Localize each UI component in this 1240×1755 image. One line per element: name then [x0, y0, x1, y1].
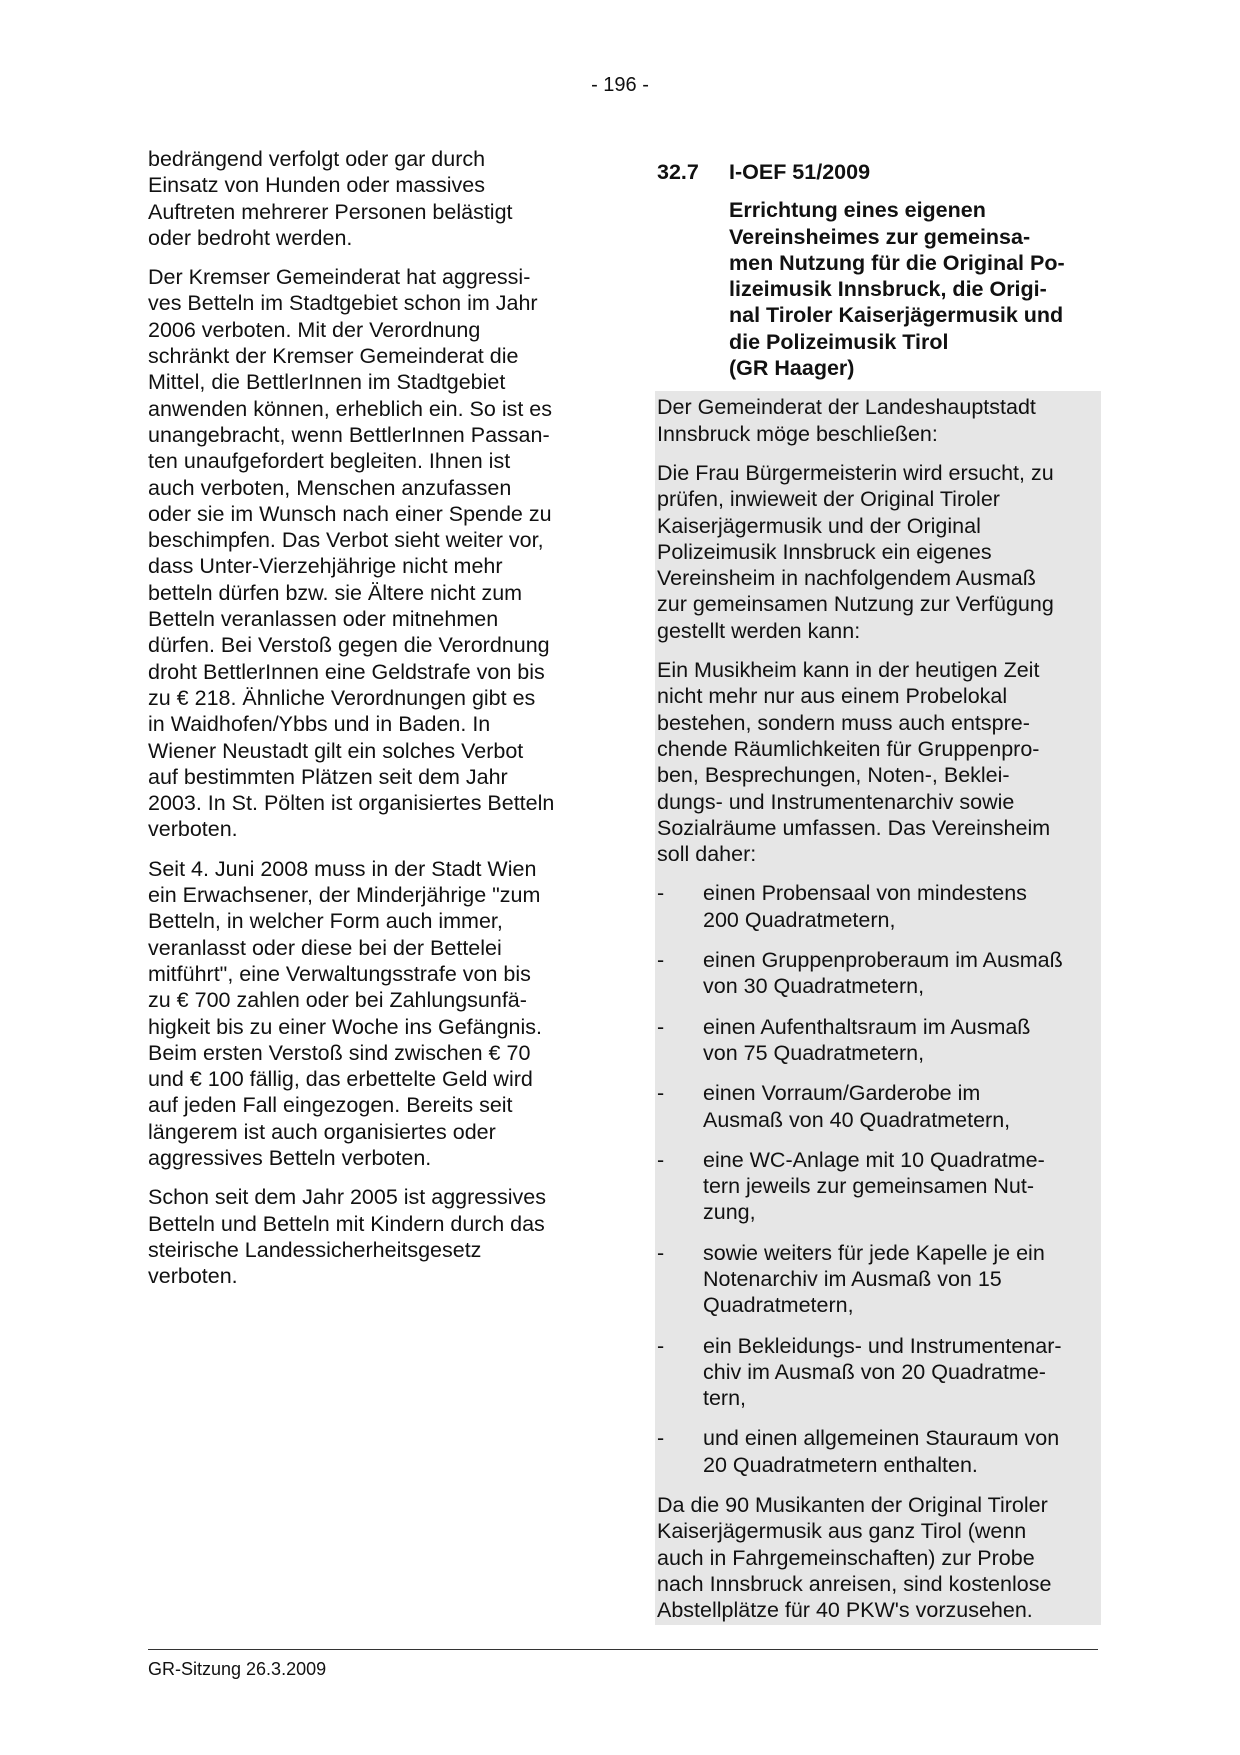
- motion-request: Die Frau Bürgermeisterin wird ersucht, zu prüfen, inwieweit der Original Tiroler Kaiserjägermusik und der Original Polizeimusik Innsbruck ein eigenes Vereinsheim in nachfolgendem Ausmaß zur gemeinsamen Nutzung zur Verfügung gestellt werden kann:: [657, 460, 1054, 643]
- left-column: [148, 146, 588, 1302]
- list-item-text: ein Bekleidungs- und Instrumentenar- chiv im Ausmaß von 20 Quadratme- tern,: [703, 1333, 1062, 1411]
- motion-text-box: [655, 391, 1101, 1624]
- list-item: [657, 1240, 1099, 1319]
- list-dash: -: [657, 1240, 665, 1265]
- motion-rationale: Ein Musikheim kann in der heutigen Zeit nicht mehr nur aus einem Probelokal bestehen, sondern muss auch entspre- chende Räumlichkeiten für Gruppenpro- ben, Besprechungen, Noten-, Beklei- dungs- und Instrumentenarchiv sowie Sozialräume umfassen. Das Vereinsheim soll daher:: [657, 658, 1051, 867]
- list-item-text: einen Vorraum/Garderobe im Ausmaß von 40 Quadratmetern,: [703, 1081, 1011, 1132]
- motion-subject: Errichtung eines eigenen Vereinsheimes zur gemeinsa- men Nutzung für die Original Po- lizeimusik Innsbruck, die Origi- nal Tiroler Kaiserjägermusik und die Polizeimusik Tirol (GR Haager): [729, 198, 1065, 381]
- motion-header: [657, 159, 1099, 185]
- list-item-text: sowie weiters für jede Kapelle je ein Notenarchiv im Ausmaß von 15 Quadratmetern,: [703, 1240, 1045, 1318]
- list-item: [657, 880, 1099, 933]
- list-item: [657, 947, 1099, 1000]
- list-item-text: einen Aufenthaltsraum im Ausmaß von 75 Quadratmetern,: [703, 1014, 1031, 1065]
- motion-number: 32.7: [657, 160, 699, 184]
- list-item: [657, 1080, 1099, 1133]
- list-dash: -: [657, 881, 665, 906]
- footer-session-date: GR-Sitzung 26.3.2009: [148, 1659, 327, 1679]
- motion-code: I-OEF 51/2009: [729, 160, 871, 184]
- list-item-text: einen Gruppenproberaum im Ausmaß von 30 Quadratmetern,: [703, 948, 1063, 999]
- list-dash: -: [657, 1081, 665, 1106]
- list-dash: -: [657, 1333, 665, 1358]
- paragraph-styria-law: Schon seit dem Jahr 2005 ist aggressives Betteln und Betteln mit Kindern durch das steirische Landessicherheitsgesetz verboten.: [148, 1185, 546, 1289]
- list-item: [657, 1333, 1099, 1412]
- list-item: [657, 1425, 1099, 1478]
- paragraph-begging-harassment: bedrängend verfolgt oder gar durch Einsatz von Hunden oder massives Auftreten mehrerer Personen belästigt oder bedroht werden.: [148, 147, 513, 250]
- list-dash: -: [657, 948, 665, 973]
- list-item-text: eine WC-Anlage mit 10 Quadratme- tern jeweils zur gemeinsamen Nut- zung,: [703, 1147, 1045, 1225]
- list-dash: -: [657, 1426, 665, 1451]
- motion-closing: Da die 90 Musikanten der Original Tiroler Kaiserjägermusik aus ganz Tirol (wenn auch in Fahrgemeinschaften) zur Probe nach Innsbruck anreisen, sind kostenlose Abstellplätze für 40 PKW's vorzusehen.: [657, 1493, 1052, 1623]
- paragraph-krems-ordinance: Der Kremser Gemeinderat hat aggressi- ves Betteln im Stadtgebiet schon im Jahr 2006 verboten. Mit der Verordnung schränkt der Kremser Gemeinderat die Mittel, die BettlerInnen im Stadtgebiet anwenden können, erheblich ein. So ist es unangebracht, wenn BettlerInnen Passan- ten unaufgefordert begleiten. Ihnen ist auch verboten, Menschen anzufassen oder sie im Wunsch nach einer Spende zu beschimpfen. Das Verbot sieht weiter vor, dass Unter-Vierzehjährige nicht mehr betteln dürfen bzw. sie Ältere nicht zum Betteln veranlassen oder mitnehmen dürfen. Bei Verstoß gegen die Verordnung droht BettlerInnen eine Geldstrafe von bis zu € 218. Ähnliche Verordnungen gibt es in Waidhofen/Ybbs und in Baden. In Wiener Neustadt gilt ein solches Verbot auf bestimmten Plätzen seit dem Jahr 2003. In St. Pölten ist organisiertes Betteln verboten.: [148, 265, 555, 842]
- requirements-list: [657, 880, 1099, 1478]
- right-column: [657, 159, 1099, 1625]
- page-number: - 196 -: [591, 74, 649, 96]
- list-dash: -: [657, 1147, 665, 1172]
- list-item-text: einen Probensaal von mindestens 200 Quadratmetern,: [703, 881, 1027, 932]
- list-item: [657, 1014, 1099, 1067]
- paragraph-vienna-regulation: Seit 4. Juni 2008 muss in der Stadt Wien ein Erwachsener, der Minderjährige "zum Betteln, in welcher Form auch immer, veranlasst oder diese bei der Bettelei mitführt", eine Verwaltungsstrafe von bis zu € 700 zahlen oder bei Zahlungsunfä- higkeit bis zu einer Woche ins Gefängnis. Beim ersten Verstoß sind zwischen € 70 und € 100 fällig, das erbettelte Geld wird auf jeden Fall eingezogen. Bereits seit längerem ist auch organisiertes oder aggressives Betteln verboten.: [148, 856, 542, 1170]
- list-item-text: und einen allgemeinen Stauraum von 20 Quadratmetern enthalten.: [703, 1426, 1060, 1477]
- motion-intro: Der Gemeinderat der Landeshauptstadt Innsbruck möge beschließen:: [657, 395, 1036, 446]
- list-dash: -: [657, 1014, 665, 1039]
- list-item: [657, 1147, 1099, 1226]
- footer-divider: [148, 1649, 1098, 1650]
